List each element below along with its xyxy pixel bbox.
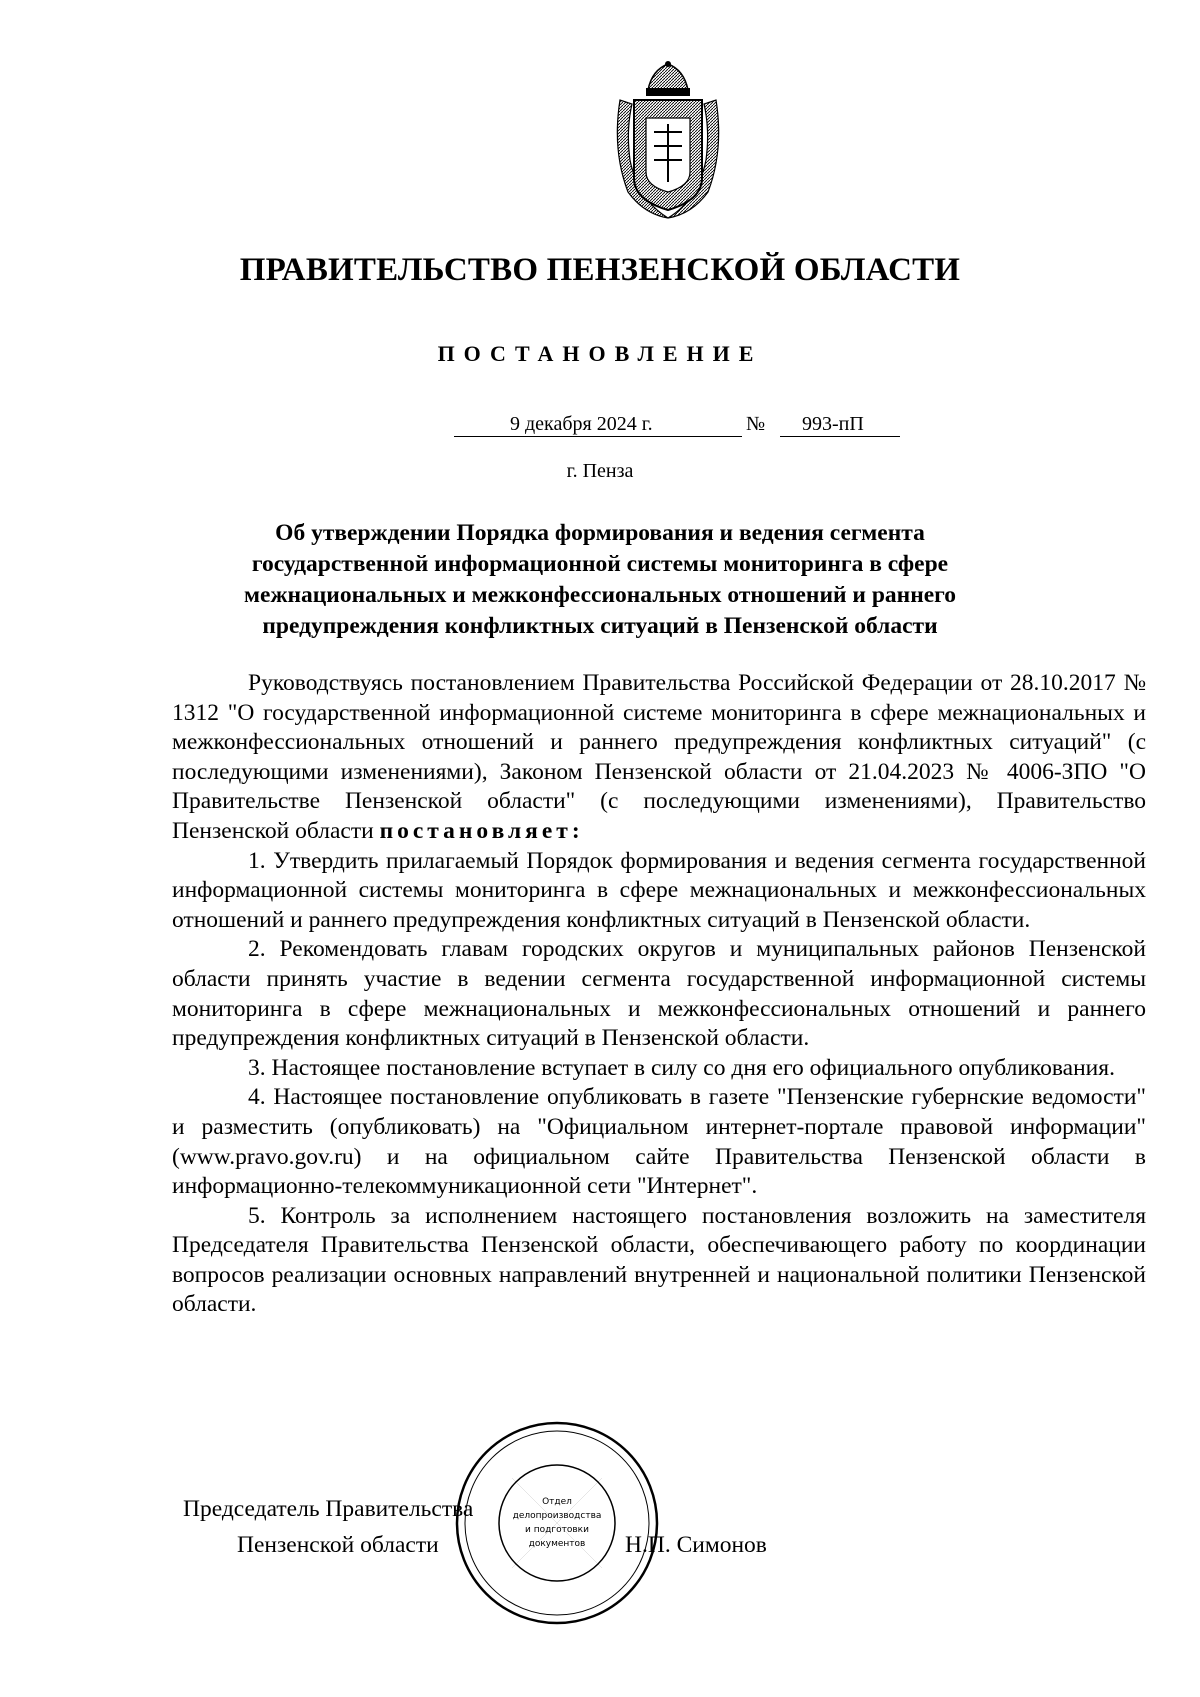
preamble-paragraph xyxy=(172,669,1146,847)
item-3: 3. Настоящее постановление вступает в силу со дня его официального опубликования. xyxy=(248,1054,1115,1081)
svg-text:Отдел: Отдел xyxy=(542,1497,572,1507)
preamble-text: Руководствуясь постановлением Правительства Российской Федерации от 28.10.2017 № 1312 "О государственной информационной системе мониторинга в сфере межнациональных и межконфессиональных отношений и раннего предупреждения конфликтных ситуаций" (с последующими изменениями), Законом Пензенской области от 21.04.2023 № 4006-ЗПО "О Правительстве Пензенской области" (с последующими изменениями), Правительство Пензенской области xyxy=(172,670,1146,844)
item-2: 2. Рекомендовать главам городских округов и муниципальных районов Пензенской области принять участие в ведении сегмента государственной информационной системы мониторинга в сфере межнациональных и межконфессиональных отношений и раннего предупреждения конфликтных ситуаций в Пензенской области. xyxy=(172,936,1146,1052)
document-type: ПОСТАНОВЛЕНИЕ xyxy=(437,341,763,366)
signatory-name: Н.П. Симонов xyxy=(625,1532,767,1558)
city: г. Пенза xyxy=(566,460,634,482)
signatory-position-line2: Пензенской области xyxy=(237,1532,439,1558)
coat-of-arms-emblem xyxy=(608,60,728,222)
signatory-position-line1: Председатель Правительства xyxy=(183,1496,474,1522)
document-date: 9 декабря 2024 г. xyxy=(454,413,742,437)
svg-text:делопроизводства: делопроизводства xyxy=(512,1511,602,1521)
item-4: 4. Настоящее постановление опубликовать в газете "Пензенские губернские ведомости" и разместить (опубликовать) на "Официальном интернет-портале правовой информации" (www.pravo.gov.ru) и на официальном сайте Правительства Пензенской области в информационно-телекоммуникационной сети "Интернет". xyxy=(172,1084,1146,1200)
official-seal xyxy=(452,1418,662,1628)
document-body xyxy=(172,669,1146,1320)
item-1: 1. Утвердить прилагаемый Порядок формирования и ведения сегмента государственной информационной системы мониторинга в сфере межнациональных и межконфессиональных отношений и раннего предупреждения конфликтных ситуаций в Пензенской области. xyxy=(172,847,1146,933)
document-subject: Об утверждении Порядка формирования и ведения сегмента государственной информационной системы мониторинга в сфере межнациональных и межконфессиональных отношений и раннего предупреждения конфликтных ситуаций в Пензенской области xyxy=(244,520,956,639)
decree-word: постановляет: xyxy=(379,817,584,844)
svg-text:документов: документов xyxy=(528,1539,586,1549)
government-title: ПРАВИТЕЛЬСТВО ПЕНЗЕНСКОЙ ОБЛАСТИ xyxy=(239,252,961,288)
item-5: 5. Контроль за исполнением настоящего постановления возложить на заместителя Председателя Правительства Пензенской области, обеспечивающего работу по координации вопросов реализации основных направлений внутренней и национальной политики Пензенской области. xyxy=(172,1202,1146,1318)
document-number: 993-пП xyxy=(780,413,900,437)
number-sign: № xyxy=(746,413,766,435)
svg-text:и подготовки: и подготовки xyxy=(525,1525,589,1535)
